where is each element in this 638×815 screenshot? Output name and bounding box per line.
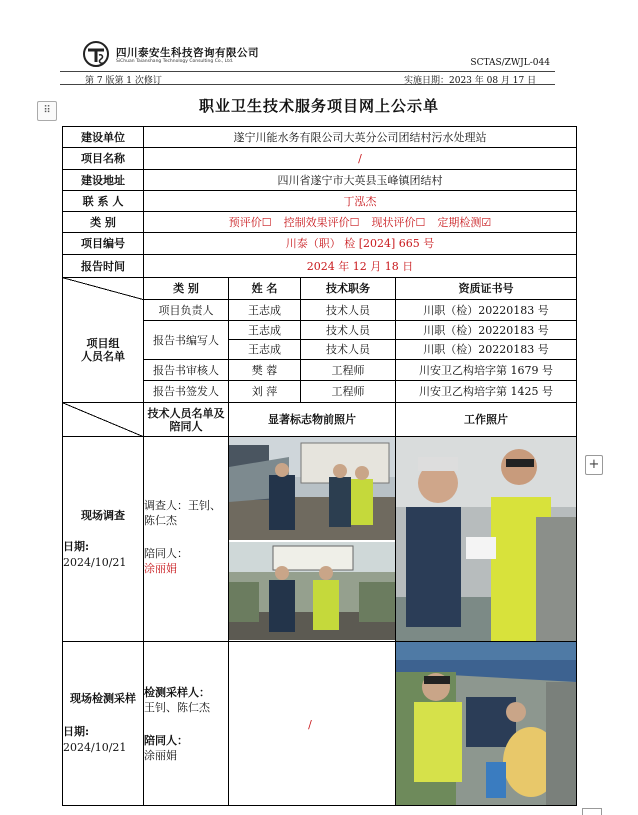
survey-investigators: 调查人：王钊、陈仁杰 <box>144 499 221 527</box>
staff-name: 刘 萍 <box>251 385 278 398</box>
contact-label: 联 系 人 <box>82 194 124 208</box>
staff-header-category: 类 别 <box>173 282 199 295</box>
contact-value: 丁泓杰 <box>343 194 377 208</box>
document-code: SCTAS/ZWJL-044 <box>470 58 550 68</box>
photo-header-staff: 技术人员名单及陪同人 <box>147 406 225 433</box>
company-name-en: SiChuan Taianshang Technology Consulting Co., Ltd. <box>116 59 234 64</box>
category-option-periodic-test[interactable]: 定期检测☑ <box>437 215 492 229</box>
survey-companion-value: 涂丽娟 <box>144 562 177 575</box>
sampling-work-photo <box>396 642 576 805</box>
project-name-value: / <box>358 152 362 165</box>
sampling-companion-value[interactable]: 涂丽娟 <box>144 749 177 762</box>
photo-header-landmark: 显著标志物前照片 <box>268 413 356 426</box>
builder-label: 建设单位 <box>81 130 125 144</box>
page-title: 职业卫生技术服务项目网上公示单 <box>198 97 439 115</box>
sampling-label: 现场检测采样 <box>70 691 136 705</box>
sampling-date-label: 日期: <box>63 725 90 738</box>
table-drag-handle-icon[interactable]: ⠿ <box>37 101 57 121</box>
staff-cert: 川安卫乙构培字第 1679 号 <box>419 363 553 377</box>
sampling-companion-label: 陪同人： <box>144 734 188 747</box>
staff-role: 项目负责人 <box>158 303 214 317</box>
project-name-label: 项目名称 <box>81 152 125 165</box>
project-number-value: 川泰（职） 检 [2024] 665 号 <box>285 237 435 250</box>
sampling-sampler-label: 检测采样人： <box>144 686 210 699</box>
staff-title: 工程师 <box>331 363 365 377</box>
implementation-date: 实施日期：2023 年 08 月 17 日 <box>404 76 537 86</box>
staff-header-cert: 资质证书号 <box>458 282 514 295</box>
staff-title: 工程师 <box>331 385 365 398</box>
sampling-landmark-placeholder: / <box>308 717 312 731</box>
survey-date-label: 日期: <box>63 540 90 553</box>
staff-header-title: 技术职务 <box>326 282 370 295</box>
staff-section-label-line1: 项目组 <box>86 337 120 350</box>
category-option-control-eval[interactable]: 控制效果评价☐ <box>283 215 360 229</box>
edition-label: 第 7 版第 1 次修订 <box>85 76 162 86</box>
staff-cert: 川职（检）20220183 号 <box>423 303 549 317</box>
category-options <box>144 212 576 232</box>
photo-header-work: 工作照片 <box>464 413 508 426</box>
staff-name: 王志成 <box>248 303 281 317</box>
staff-title: 技术人员 <box>326 323 370 337</box>
sampling-sampler-value: 王钊、陈仁杰 <box>144 701 210 714</box>
staff-cert: 川职（检）20220183 号 <box>423 343 549 356</box>
survey-date-value: 2024/10/21 <box>63 556 127 569</box>
staff-role: 报告书审核人 <box>153 363 219 377</box>
report-time-label: 报告时间 <box>81 259 125 273</box>
category-option-status-eval[interactable]: 现状评价☐ <box>371 215 426 229</box>
staff-name: 樊 蓉 <box>251 363 278 377</box>
report-time-value: 2024 年 12 月 18 日 <box>306 259 414 273</box>
company-logo <box>82 40 282 70</box>
survey-companion-label: 陪同人： <box>144 547 188 560</box>
address-value: 四川省遂宁市大英县玉峰镇团结村 <box>277 173 443 187</box>
survey-landmark-photo-2 <box>229 542 395 640</box>
header-divider-bottom <box>60 84 555 85</box>
address-label: 建设地址 <box>81 173 125 187</box>
staff-cert: 川安卫乙构培字第 1425 号 <box>419 385 553 398</box>
staff-section-label <box>63 320 143 380</box>
staff-header-name: 姓 名 <box>251 282 278 295</box>
survey-work-photo <box>396 437 576 641</box>
survey-label: 现场调查 <box>81 508 125 522</box>
staff-section-label-line2: 人员名单 <box>81 350 125 363</box>
company-name-cn: 四川泰安生科技咨询有限公司 <box>116 47 259 59</box>
project-number-label: 项目编号 <box>81 237 125 250</box>
sampling-date-value: 2024/10/21 <box>63 741 127 754</box>
staff-name: 王志成 <box>248 323 281 337</box>
staff-cert: 川职（检）20220183 号 <box>423 323 549 337</box>
staff-role: 报告书编写人 <box>153 333 219 347</box>
staff-title: 技术人员 <box>326 303 370 317</box>
add-column-plus-icon[interactable]: + <box>585 455 603 475</box>
company-logo-icon <box>82 40 112 68</box>
staff-role: 报告书签发人 <box>153 385 219 398</box>
staff-name: 王志成 <box>248 343 281 356</box>
builder-value: 遂宁川能水务有限公司大英分公司团结村污水处理站 <box>233 130 487 144</box>
survey-landmark-photo-1 <box>229 437 395 540</box>
header-divider-top <box>60 71 555 72</box>
category-label: 类 别 <box>90 215 116 229</box>
category-option-pre-eval[interactable]: 预评价☐ <box>228 215 272 229</box>
staff-title: 技术人员 <box>326 343 370 356</box>
